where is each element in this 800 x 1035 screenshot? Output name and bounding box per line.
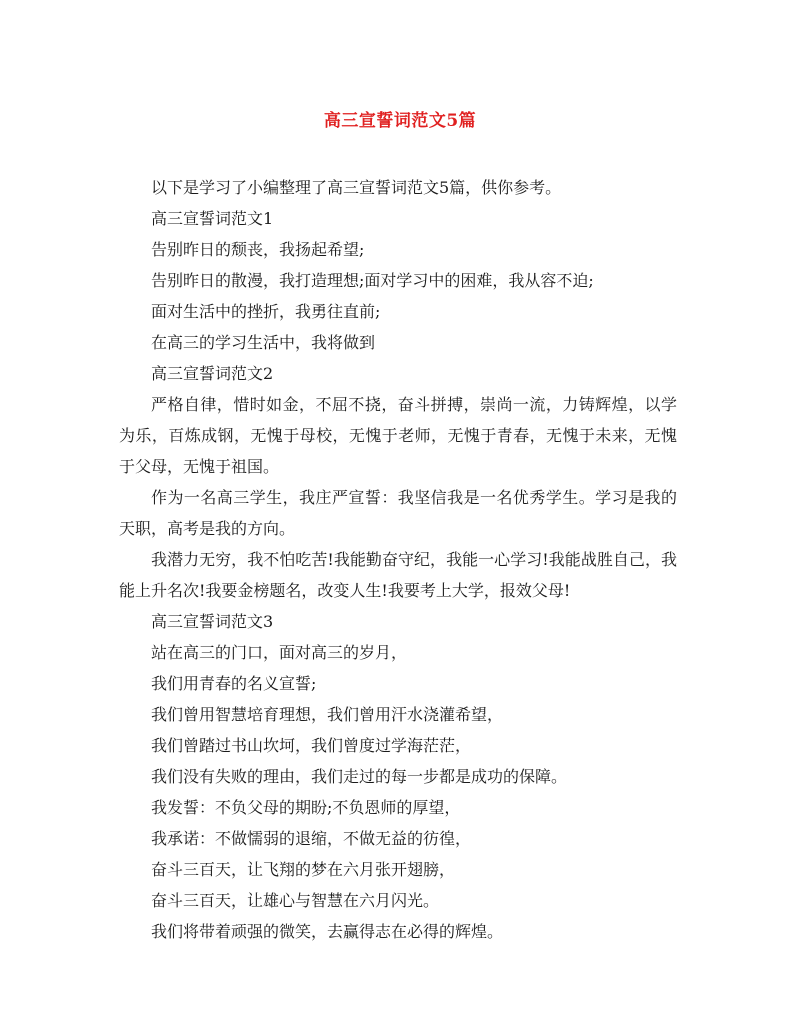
- document-title: 高三宣誓词范文5篇: [323, 111, 477, 131]
- paragraph: 在高三的学习生活中，我将做到: [151, 333, 376, 352]
- paragraph: 我们用青春的名义宣誓;: [151, 674, 317, 693]
- paragraph: 告别昨日的颓丧，我扬起希望;: [151, 240, 365, 259]
- paragraph: 作为一名高三学生，我庄严宣誓：我坚信我是一名优秀学生。学习是我的天职，高考是我的方向。: [119, 488, 677, 538]
- paragraph: 我们将带着顽强的微笑，去赢得志在必得的辉煌。: [151, 922, 504, 941]
- paragraph: 我们曾用智慧培育理想，我们曾用汗水浇灌希望，: [151, 705, 504, 724]
- paragraph: 奋斗三百天，让飞翔的梦在六月张开翅膀，: [151, 860, 456, 879]
- section-heading-3: 高三宣誓词范文3: [151, 612, 274, 631]
- paragraph: 我发誓：不负父母的期盼;不负恩师的厚望，: [151, 798, 461, 817]
- paragraph: 我承诺：不做懦弱的退缩，不做无益的彷徨，: [151, 829, 472, 848]
- paragraph: 我们没有失败的理由，我们走过的每一步都是成功的保障。: [151, 767, 568, 786]
- section-heading-2: 高三宣誓词范文2: [151, 364, 274, 383]
- paragraph: 我们曾踏过书山坎坷，我们曾度过学海茫茫，: [151, 736, 472, 755]
- paragraph: 站在高三的门口，面对高三的岁月，: [151, 643, 408, 662]
- document-body: [119, 172, 677, 947]
- section-heading-1: 高三宣誓词范文1: [151, 209, 274, 228]
- paragraph: 严格自律，惜时如金，不屈不挠，奋斗拼搏，崇尚一流，力铸辉煌，以学为乐，百炼成钢，无愧于母校，无愧于老师，无愧于青春，无愧于未来，无愧于父母，无愧于祖国。: [119, 395, 677, 476]
- paragraph: 我潜力无穷，我不怕吃苦!我能勤奋守纪，我能一心学习!我能战胜自己，我能上升名次!我要金榜题名，改变人生!我要考上大学，报效父母!: [119, 550, 677, 600]
- paragraph: 面对生活中的挫折，我勇往直前;: [151, 302, 381, 321]
- paragraph: 告别昨日的散漫，我打造理想;面对学习中的困难，我从容不迫;: [151, 271, 594, 290]
- paragraph: 奋斗三百天，让雄心与智慧在六月闪光。: [151, 891, 440, 910]
- paragraph-intro: 以下是学习了小编整理了高三宣誓词范文5篇，供你参考。: [151, 178, 562, 197]
